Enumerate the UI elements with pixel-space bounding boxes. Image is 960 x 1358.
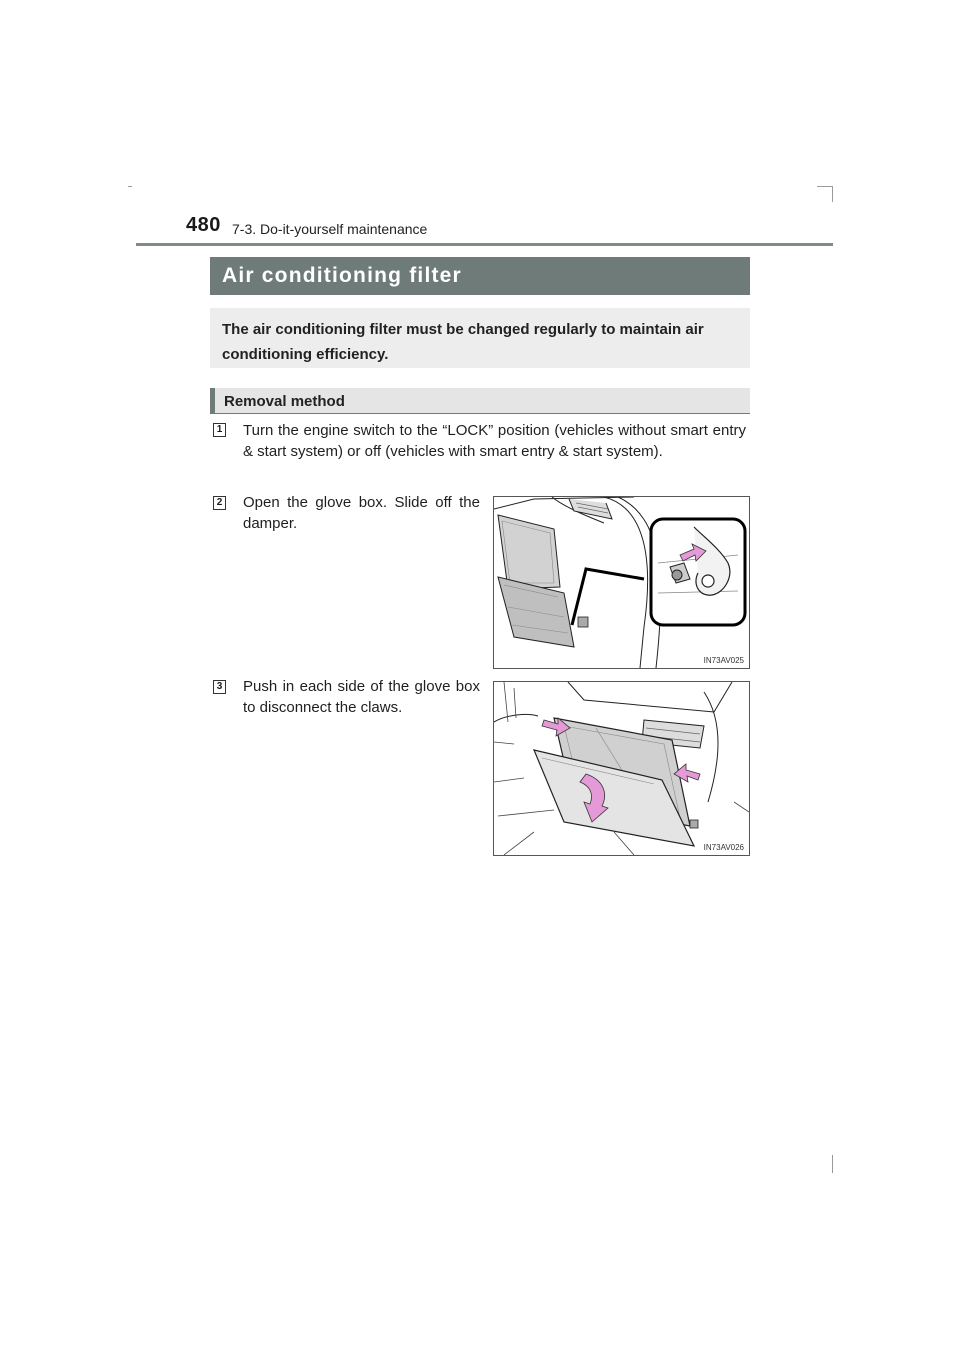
step-2-text: Open the glove box. Slide off the damper.	[243, 494, 480, 532]
step-1-badge: 1	[213, 423, 226, 437]
figure-code: IN73AV025	[703, 656, 744, 665]
figure-glove-box-claws	[493, 681, 750, 856]
page-title-bar	[210, 257, 750, 295]
header-rule	[136, 243, 833, 246]
figure-glove-box-damper	[493, 496, 750, 669]
subheading	[210, 388, 750, 414]
step-2-badge: 2	[213, 496, 226, 510]
crop-mark-top-right-v	[832, 186, 833, 202]
glove-box-damper-illustration	[494, 497, 749, 668]
step-1-text: Turn the engine switch to the “LOCK” position (vehicles without smart entry & start system) or off (vehicles with smart entry & start system).	[243, 422, 746, 460]
crop-mark-top-left	[128, 186, 132, 187]
glove-box-claws-illustration	[494, 682, 749, 855]
section-label: 7-3. Do-it-yourself maintenance	[232, 221, 428, 237]
subheading-label: Removal method	[224, 392, 345, 410]
step-3-text: Push in each side of the glove box to disconnect the claws.	[243, 678, 480, 716]
step-3-badge: 3	[213, 680, 226, 694]
figure-code: IN73AV026	[703, 843, 744, 852]
intro-box: The air conditioning filter must be changed regularly to maintain air conditioning efficiency.	[210, 308, 750, 368]
subheading-rule	[210, 413, 750, 414]
page-number: 480	[186, 214, 221, 236]
crop-mark-top-right-h	[817, 186, 833, 187]
page-title: Air conditioning filter	[222, 264, 462, 287]
crop-mark-bottom-right	[832, 1155, 833, 1173]
